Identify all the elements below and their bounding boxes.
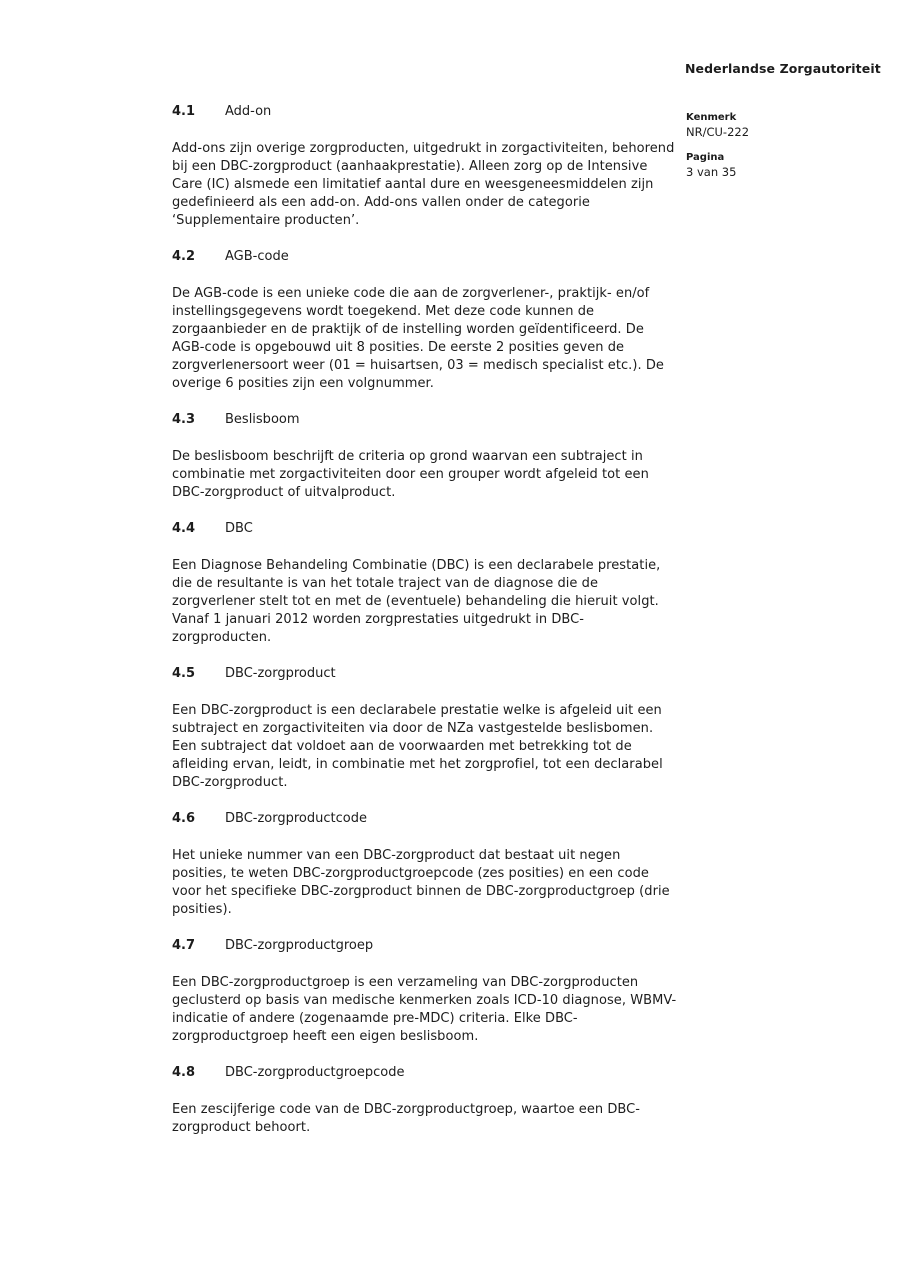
section-title: DBC-zorgproduct (225, 666, 336, 681)
section-body: Een zescijferige code van de DBC-zorgproductgroep, waartoe een DBC-zorgproduct behoort. (172, 1102, 641, 1135)
section-body: Een DBC-zorgproduct is een declarabele prestatie welke is afgeleid uit een subtraject en zorgactiviteiten via door de NZa vastgestelde beslisbomen. Een subtraject dat voldoet aan de voorwaarden met betrekking tot de afleiding ervan, leidt, in combinatie met het zorgprofiel, tot een declarabel DBC-zorgproduct. (172, 703, 663, 790)
section-title: AGB-code (225, 249, 289, 264)
section-number: 4.3 (172, 412, 196, 427)
page-meta-sidebar (686, 112, 856, 192)
section-4-7 (172, 938, 677, 1046)
section-title: DBC-zorgproductcode (225, 811, 367, 826)
section-4-1 (172, 104, 677, 230)
section-title: DBC (225, 521, 253, 536)
section-body: Een DBC-zorgproductgroep is een verzameling van DBC-zorgproducten geclusterd op basis van medische kenmerken zoals ICD-10 diagnose, WBMV-indicatie of andere (zogenaamde pre-MDC) criteria. Elke DBC-zorgproductgroep heeft een eigen beslisboom. (172, 975, 677, 1044)
section-heading (172, 938, 677, 953)
section-number: 4.7 (172, 938, 196, 953)
section-body: Add-ons zijn overige zorgproducten, uitgedrukt in zorgactiviteiten, behorend bij een DBC-zorgproduct (aanhaakprestatie). Alleen zorg op de Intensive Care (IC) alsmede een limitatief aantal dure en weesgeneesmiddelen zijn gedefinieerd als een add-on. Add-ons vallen onder de categorie ‘Supplementaire producten’. (172, 141, 675, 228)
section-body: De beslisboom beschrijft de criteria op grond waarvan een subtraject in combinatie met zorgactiviteiten door een grouper wordt afgeleid tot een DBC-zorgproduct of uitvalproduct. (172, 449, 649, 500)
section-body: Het unieke nummer van een DBC-zorgproduct dat bestaat uit negen posities, te weten DBC-zorgproductgroepcode (zes posities) en een code voor het specifieke DBC-zorgproduct binnen de DBC-zorgproductgroep (drie posities). (172, 848, 670, 917)
section-4-6 (172, 811, 677, 919)
kenmerk-value: NR/CU-222 (686, 125, 750, 139)
section-heading (172, 1065, 677, 1080)
section-4-5 (172, 666, 677, 792)
section-4-2 (172, 249, 677, 393)
document-body (172, 104, 677, 1156)
section-number: 4.6 (172, 811, 196, 826)
section-number: 4.2 (172, 249, 196, 264)
section-number: 4.8 (172, 1065, 196, 1080)
section-title: DBC-zorgproductgroepcode (225, 1065, 405, 1080)
section-title: Add-on (225, 104, 272, 119)
section-4-4 (172, 521, 677, 647)
section-heading (172, 666, 677, 681)
section-number: 4.1 (172, 104, 196, 119)
section-title: DBC-zorgproductgroep (225, 938, 374, 953)
section-heading (172, 104, 677, 119)
pagina-label: Pagina (686, 152, 725, 163)
section-heading (172, 811, 677, 826)
kenmerk-label: Kenmerk (686, 112, 737, 123)
section-number: 4.4 (172, 521, 196, 536)
organization-header: Nederlandse Zorgautoriteit (685, 61, 881, 76)
section-heading (172, 521, 677, 536)
pagina-value: 3 van 35 (686, 165, 737, 179)
section-4-3 (172, 412, 677, 502)
section-title: Beslisboom (225, 412, 300, 427)
section-heading (172, 249, 677, 264)
section-4-8 (172, 1065, 677, 1137)
section-number: 4.5 (172, 666, 196, 681)
section-heading (172, 412, 677, 427)
section-body: De AGB-code is een unieke code die aan de zorgverlener-, praktijk- en/of instellingsgegevens wordt toegekend. Met deze code kunnen de zorgaanbieder en de praktijk of de instelling worden geïdentificeerd. De AGB-code is opgebouwd uit 8 posities. De eerste 2 posities geven de zorgverlenersoort weer (01 = huisartsen, 03 = medisch specialist etc.). De overige 6 posities zijn een volgnummer. (172, 286, 664, 391)
section-body: Een Diagnose Behandeling Combinatie (DBC) is een declarabele prestatie, die de resultante is van het totale traject van de diagnose die de zorgverlener stelt tot en met de (eventuele) behandeling die hieruit volgt. Vanaf 1 januari 2012 worden zorgprestaties uitgedrukt in DBC-zorgproducten. (172, 558, 661, 645)
